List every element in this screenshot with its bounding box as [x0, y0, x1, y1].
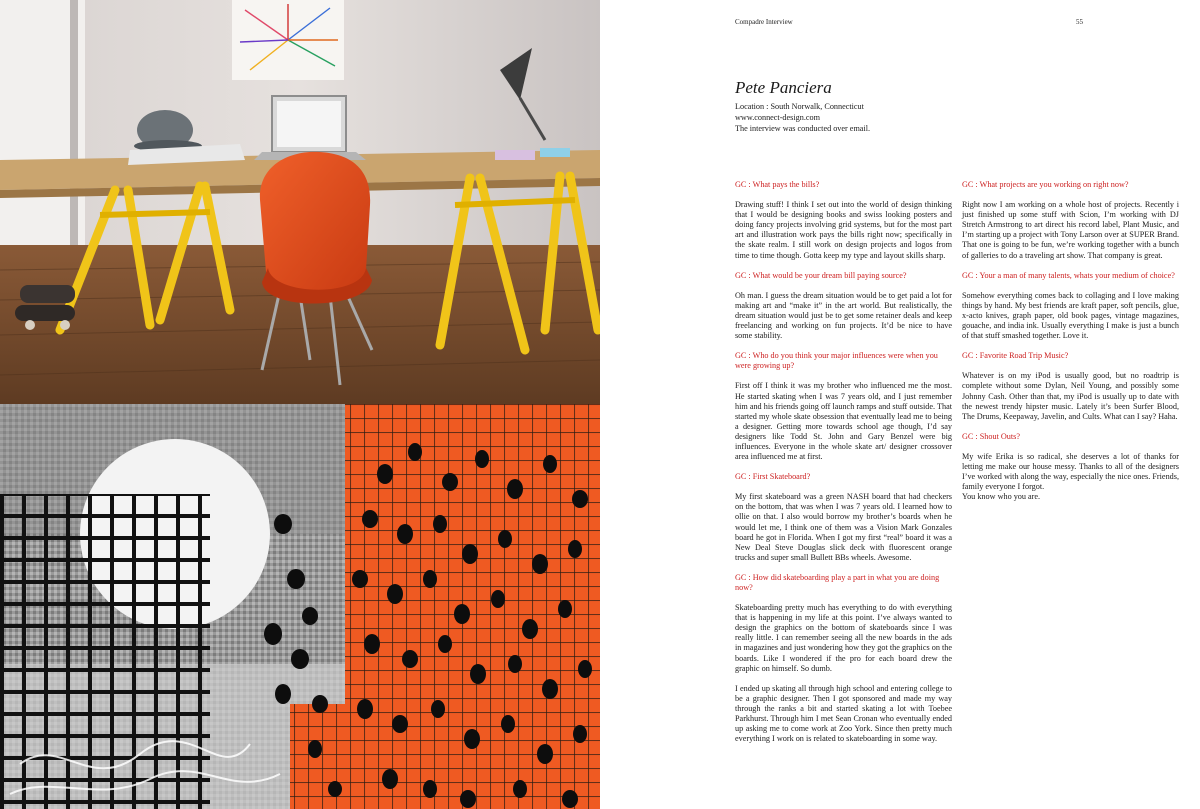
text-column-left — [735, 180, 952, 754]
question-dream-source: GC : What would be your dream bill paying source? — [735, 270, 907, 280]
right-page-interview — [600, 0, 1200, 809]
answer-skateboarding-role-continued: I ended up skating all through high school and entering college to be a graphic designer. Then I got sponsored and made my way through the ranks a bit and started skating a lot with Toebee Parkhurst. Through him I met Sean Cronan who eventually ended up asking me to come work at Zoo York. Since then pretty much everything I work on is related to skateboarding in some way. — [735, 683, 952, 744]
question-skateboarding-role: GC : How did skateboarding play a part in what you are doing now? — [735, 572, 940, 592]
answer-shout-outs-closing: You know who you are. — [962, 492, 1041, 502]
answer-road-trip-music: Whatever is on my iPod is usually good, but no roadtrip is complete without some Dylan, Neil Young, and possibly some Johnny Cash. Other than that, my iPod is usually up to date with the newest trendy hipster music. Lately it’s been Surfer Blood, The Drums, Keepaway, Javelin, and Cults. What can I say? Haha. — [962, 371, 1179, 421]
answer-first-skateboard: My first skateboard was a green NASH board that had checkers on the bottom, that was when I was 7 years old. I learned how to ollie on that. I also would borrow my brother’s boards when he would let me, I think one of them was a Vision Mark Gonzales board he got in Florida. When I got my first “real” board it was a New Deal Steve Douglas slick deck with fluorescent orange trucks and super small Bullett BBs wheels. Awesome. — [735, 492, 952, 562]
interviewee-name: Pete Panciera — [735, 78, 832, 97]
interviewee-location: Location : South Norwalk, Connecticut — [735, 102, 864, 111]
interviewee-intro — [735, 78, 1035, 135]
halftone-grid-collage — [0, 404, 600, 809]
question-first-skateboard: GC : First Skateboard? — [735, 472, 811, 482]
collage-artwork — [0, 404, 600, 809]
answer-dream-source: Oh man. I guess the dream situation would be to get paid a lot for making art and “make it” in the art world. But realistically, the dream situation would just be to get some retainer deals and keep freelancing and working on fun projects. It’d be nice to have some stability. — [735, 290, 952, 341]
answer-skateboarding-role: Skateboarding pretty much has everything to do with everything that is happening in my life at this point. I’ve always wanted to design the graphics on the bottom of skateboards since I was really little. I can remember seeing all the new boards in the ads in magazines and just wondering how they got the graphics on the boards. Like I wondered if the pro for each board drew the graphic on himself. So dumb. — [735, 603, 952, 673]
page-number: 55 — [1076, 18, 1083, 26]
question-shout-outs: GC : Shout Outs? — [962, 431, 1021, 441]
studio-desk-illustration — [0, 0, 600, 404]
answer-current-projects: Right now I am working on a whole host of projects. Recently i just finished up some stuff with Scion, I’m working with DJ Stretch Armstrong to art direct his record label, Plant Music, and I’m starting up a project with Tony Larson over at SUPER Brand. That one is going to be fun, we’re working together with a bunch of galleries to do a traveling art show. That company is great. — [962, 200, 1179, 260]
answer-influences: First off I think it was my brother who influenced me the most. He started skating when I was 7 years old, and I just remember him and his friends going off launch ramps and stuff outside. That started my whole skate obsession that eventually lead me to being a designer. Getting more towards school age though, I’d say designers like Todd St. John and Gary Benzel were big influences. Everyone in the whole skate art/ designer crossover area influenced me at first. — [735, 381, 952, 462]
question-bills: GC : What pays the bills? — [735, 180, 820, 189]
question-road-trip-music: GC : Favorite Road Trip Music? — [962, 351, 1069, 361]
interviewee-website: www.connect-design.com — [735, 113, 820, 123]
answer-shout-outs: My wife Erika is so radical, she deserves a lot of thanks for letting me make our house messy. Thanks to all of the designers I’ve worked with along the way, especially the nice ones. Friends, family everyone I forgot. — [962, 451, 1179, 492]
text-column-right — [962, 180, 1179, 512]
running-head: Compadre Interview — [735, 18, 793, 26]
question-influences: GC : Who do you think your major influences were when you were growing up? — [735, 351, 938, 371]
answer-bills: Drawing stuff! I think I set out into the world of design thinking that I would be designing books and swiss looking posters and doing fancy projects involving grid systems, but for the most part art and illustration work pays the bills right now; specifically in the skate realm. I still work on design projects and logos from time to time though. Gotta keep my type and layout skills sharp. — [735, 200, 952, 260]
answer-medium: Somehow everything comes back to collaging and I love making things by hand. My best friends are kraft paper, soft pencils, glue, x-acto knives, graph paper, old book pages, vintage magazines, gouache, and india ink. Usually everything I make is just a bunch of that stuff smashed together. Love it. — [962, 290, 1179, 341]
interview-note: The interview was conducted over email. — [735, 124, 871, 134]
question-medium: GC : Your a man of many talents, whats your medium of choice? — [962, 270, 1175, 280]
studio-desk-photo — [0, 0, 600, 404]
question-current-projects: GC : What projects are you working on right now? — [962, 180, 1129, 189]
